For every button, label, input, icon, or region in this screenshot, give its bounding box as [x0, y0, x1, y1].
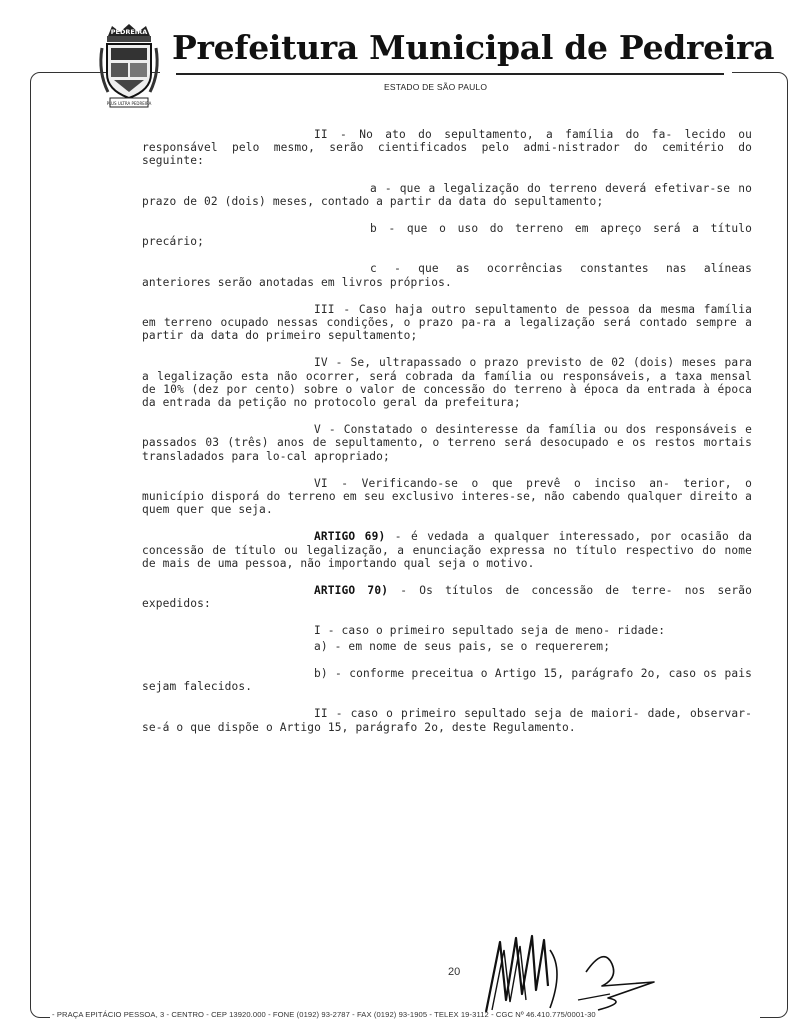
paragraph-iii: III - Caso haja outro sepultamento de pessoa da mesma família em terreno ocupado nessas condições, o prazo pa-ra a legalização será contado sempre a partir da data do primeiro sepultamento;	[142, 302, 752, 343]
paragraph-iv: IV - Se, ultrapassado o prazo previsto de 02 (dois) meses para a legalização esta não ocorrer, será cobrada da família ou responsáveis, a taxa mensal de 10% (dez por cento) sobre o valor de concessão do terreno à época da entrada à época da entrada da petição no protocolo geral da prefeitura;	[142, 356, 753, 410]
paragraph-a: a - que a legalização do terreno deverá efetivar-se no prazo de 02 (dois) meses, contado a partir da data do sepultamento;	[142, 181, 752, 208]
paragraph-c: c - que as ocorrências constantes nas alíneas anteriores serão anotadas em livros próprios.	[142, 262, 753, 289]
paragraph-artigo-69: ARTIGO 69) - é vedada a qualquer interessado, por ocasião da concessão de título ou legalização, a enunciação expressa no título respectivo do nome de mais de uma pessoa, não importando qual seja o motivo.	[142, 530, 752, 570]
paragraph-70-i-b: b) - conforme preceitua o Artigo 15, parágrafo 2o, caso os pais sejam falecidos.	[142, 666, 753, 694]
footer-address: - PRAÇA EPITÁCIO PESSOA, 3 - CENTRO - CEP 13920.000 - FONE (0192) 93-2787 - FAX (0192) 93-1905 - TELEX 19-3112 - CGC Nº 46.410.775/0001-30	[52, 1010, 596, 1019]
paragraph-b: b - que o uso do terreno em apreço será a título precário;	[142, 222, 752, 249]
paragraph-70-i: I - caso o primeiro sepultado seja de meno- ridade:	[314, 624, 666, 638]
paragraph-vi: VI - Verificando-se o que prevê o inciso an- terior, o município disporá do terreno em seu exclusivo interes-se, não cabendo qualquer direito a quem quer que seja.	[142, 476, 752, 517]
document-body	[142, 128, 752, 734]
paragraph-70-ii: II - caso o primeiro sepultado seja de maiori- dade, observar-se-á o que dispõe o Artigo 15, parágrafo 2o, deste Regulamento.	[142, 707, 752, 734]
svg-text:PEDREIRA: PEDREIRA	[110, 28, 148, 36]
handwritten-signature-icon	[478, 930, 668, 1022]
paragraph-ii: II - No ato do sepultamento, a família do fa- lecido ou responsável pelo mesmo, serão cientificados pelo admi-nistrador do cemitério do seguinte:	[142, 128, 752, 168]
paragraph-artigo-70: ARTIGO 70) - Os títulos de concessão de terre- nos serão expedidos:	[142, 584, 752, 611]
page-number: 20	[448, 966, 461, 978]
paragraph-v: V - Constatado o desinteresse da família ou dos responsáveis e passados 03 (três) anos de sepultamento, o terreno será desocupado e os restos mortais transladados para lo-cal apropriado;	[142, 423, 752, 463]
paragraph-70-i-a: a) - em nome de seus pais, se o requererem;	[314, 639, 611, 653]
title-underline	[176, 73, 724, 75]
municipal-crest-icon	[96, 22, 162, 112]
page-title: Prefeitura Municipal de Pedreira	[172, 28, 775, 67]
svg-text:PLUS ULTRA PEDREIRA: PLUS ULTRA PEDREIRA	[106, 101, 152, 106]
state-subtitle: ESTADO DE SÃO PAULO	[384, 82, 488, 92]
